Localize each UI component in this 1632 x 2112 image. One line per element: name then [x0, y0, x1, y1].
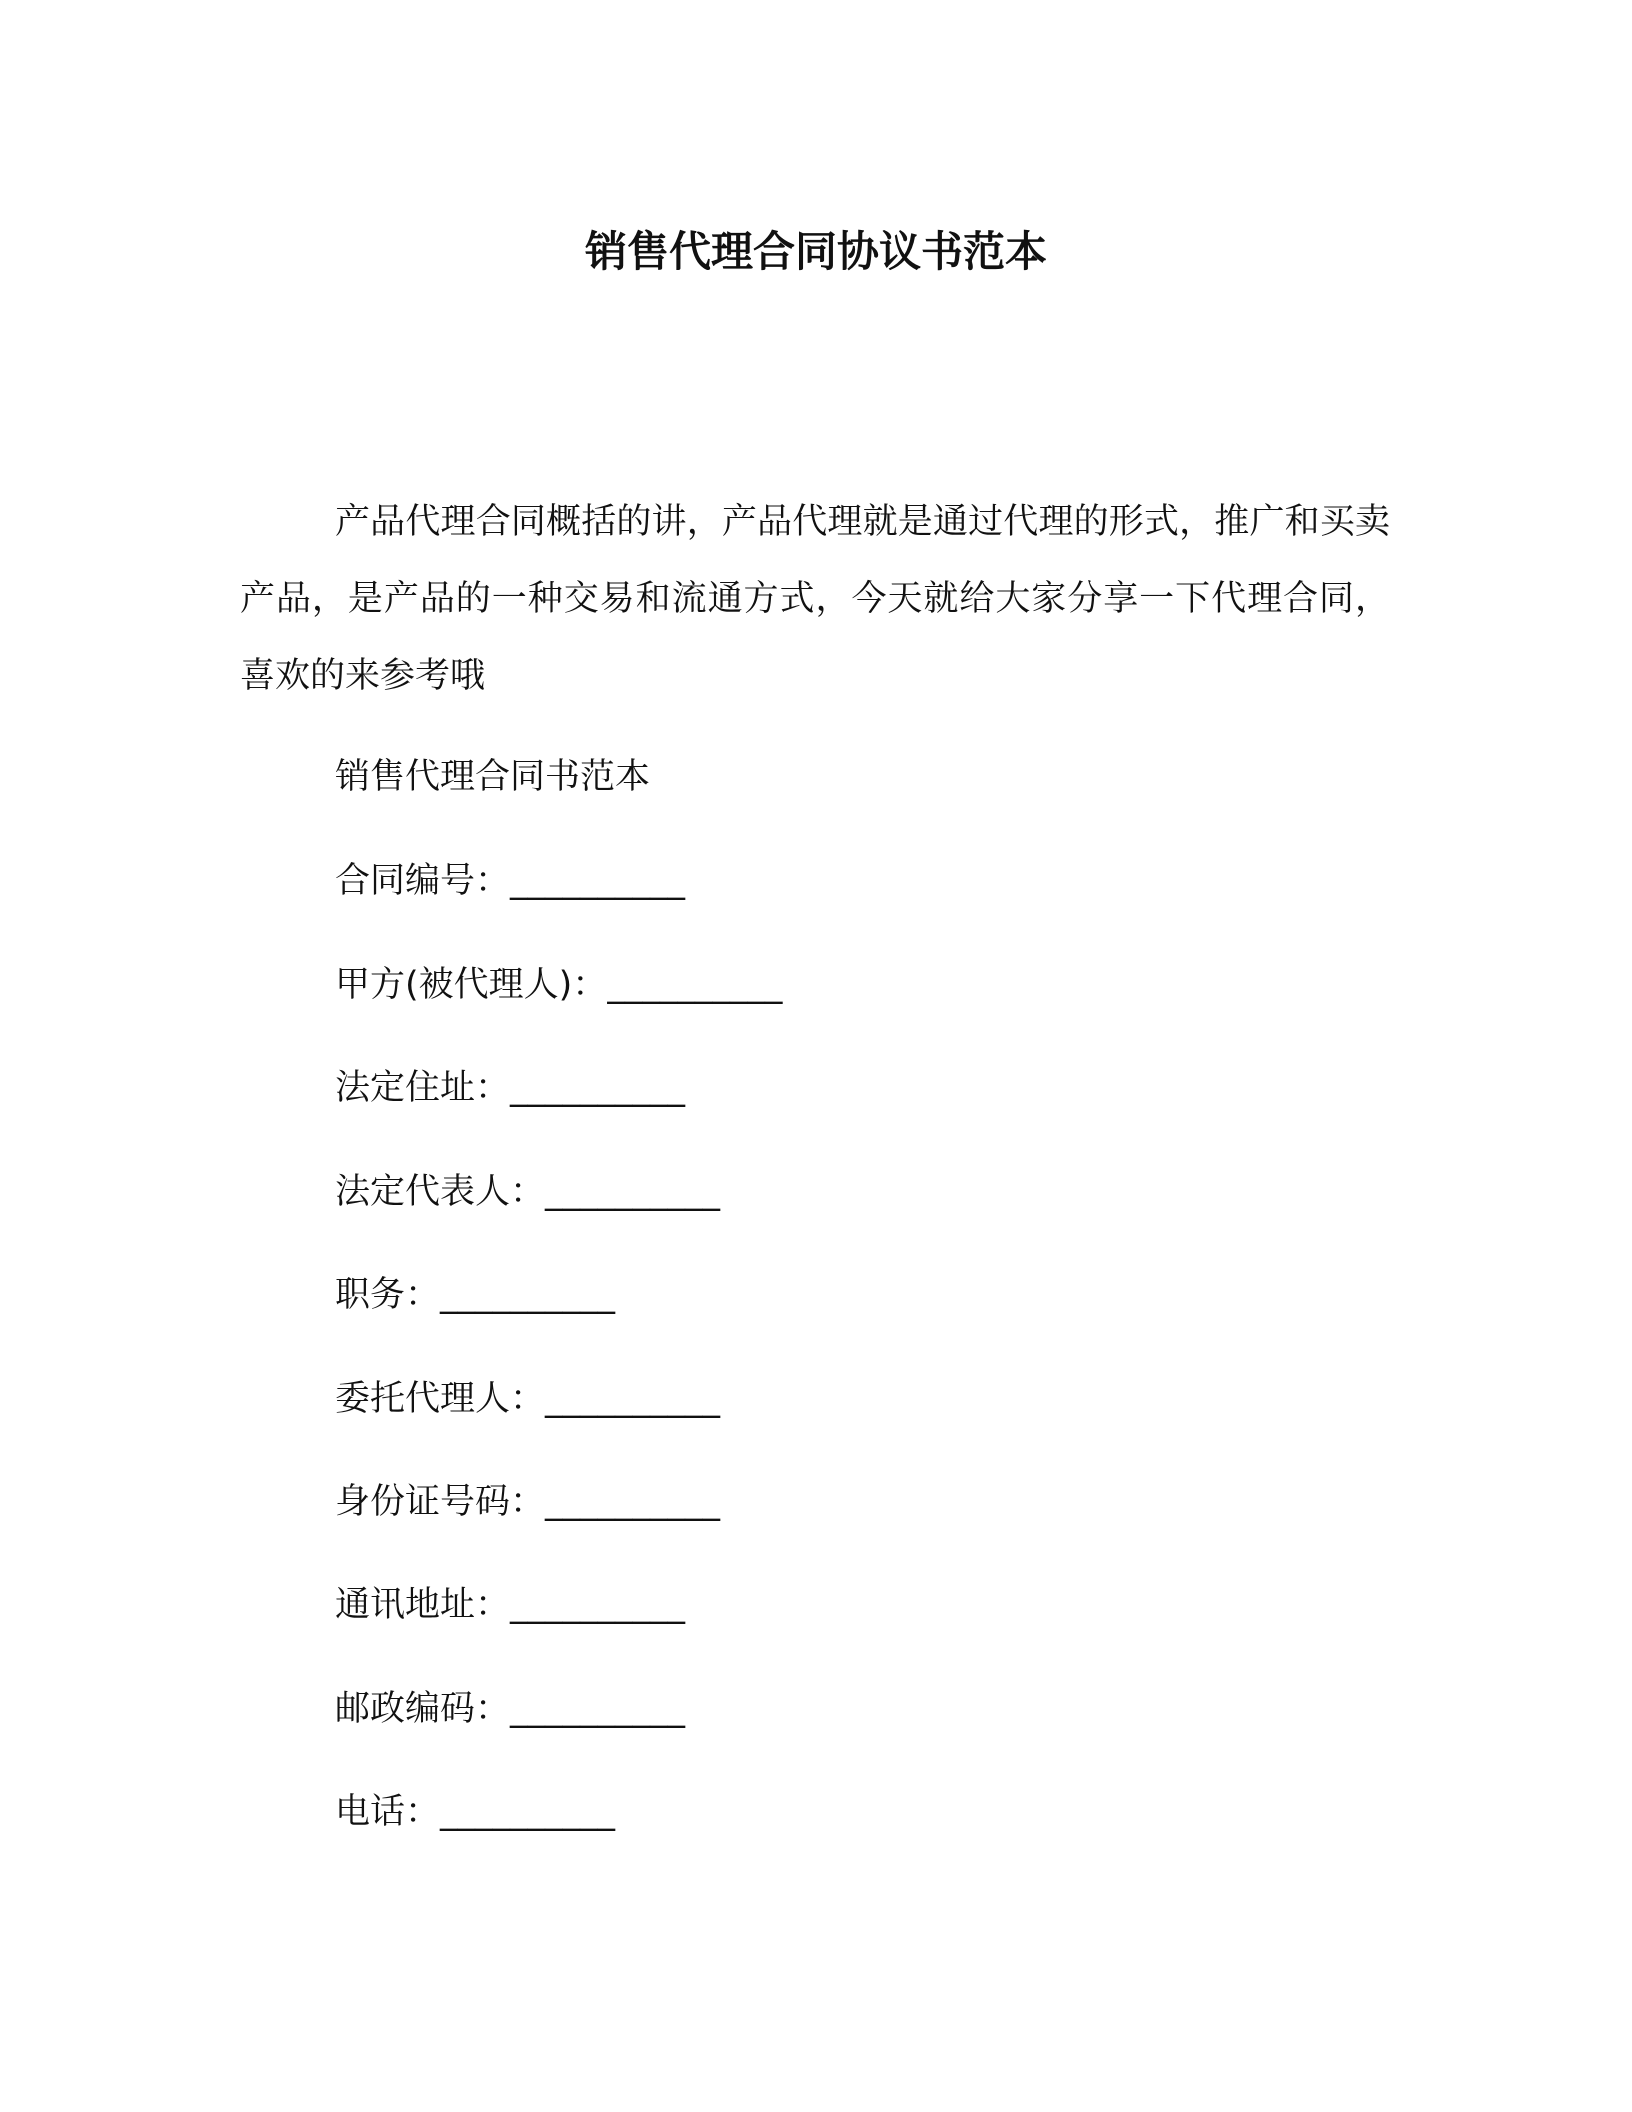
field-legal-representative [335, 1162, 720, 1222]
section-heading: 销售代理合同书范本 [335, 757, 651, 797]
field-label: 法定住址： [335, 1068, 511, 1108]
field-label: 通讯地址： [335, 1585, 511, 1625]
document-title: 销售代理合同协议书范本 [584, 227, 1047, 276]
field-blank: __________ [545, 1482, 721, 1522]
field-blank: __________ [545, 1379, 721, 1419]
field-label: 邮政编码： [335, 1689, 511, 1729]
field-blank: __________ [607, 965, 783, 1005]
field-label: 身份证号码： [335, 1482, 546, 1522]
field-party-a [335, 955, 782, 1015]
field-label: 电话： [335, 1792, 441, 1832]
field-label: 甲方(被代理人)： [335, 965, 608, 1005]
field-blank: __________ [440, 1792, 616, 1832]
field-blank: __________ [545, 1172, 721, 1212]
field-contract-number [335, 851, 685, 911]
field-label: 合同编号： [335, 861, 511, 901]
field-blank: __________ [510, 1068, 686, 1108]
field-blank: __________ [510, 861, 686, 901]
intro-paragraph: 产品代理合同概括的讲，产品代理就是通过代理的形式，推广和买卖产品，是产品的一种交易和流通方式，今天就给大家分享一下代理合同，喜欢的来参考哦 [240, 502, 1390, 696]
field-label: 法定代表人： [335, 1172, 546, 1212]
field-label: 委托代理人： [335, 1379, 546, 1419]
field-phone [335, 1782, 615, 1842]
field-authorized-agent [335, 1369, 720, 1429]
field-label: 职务： [335, 1275, 441, 1315]
field-postal-code [335, 1679, 685, 1739]
field-blank: __________ [510, 1585, 686, 1625]
field-id-number [335, 1472, 720, 1532]
field-position [335, 1265, 615, 1325]
field-blank: __________ [510, 1689, 686, 1729]
field-blank: __________ [440, 1275, 616, 1315]
field-mailing-address [335, 1575, 685, 1635]
field-legal-address [335, 1058, 685, 1118]
